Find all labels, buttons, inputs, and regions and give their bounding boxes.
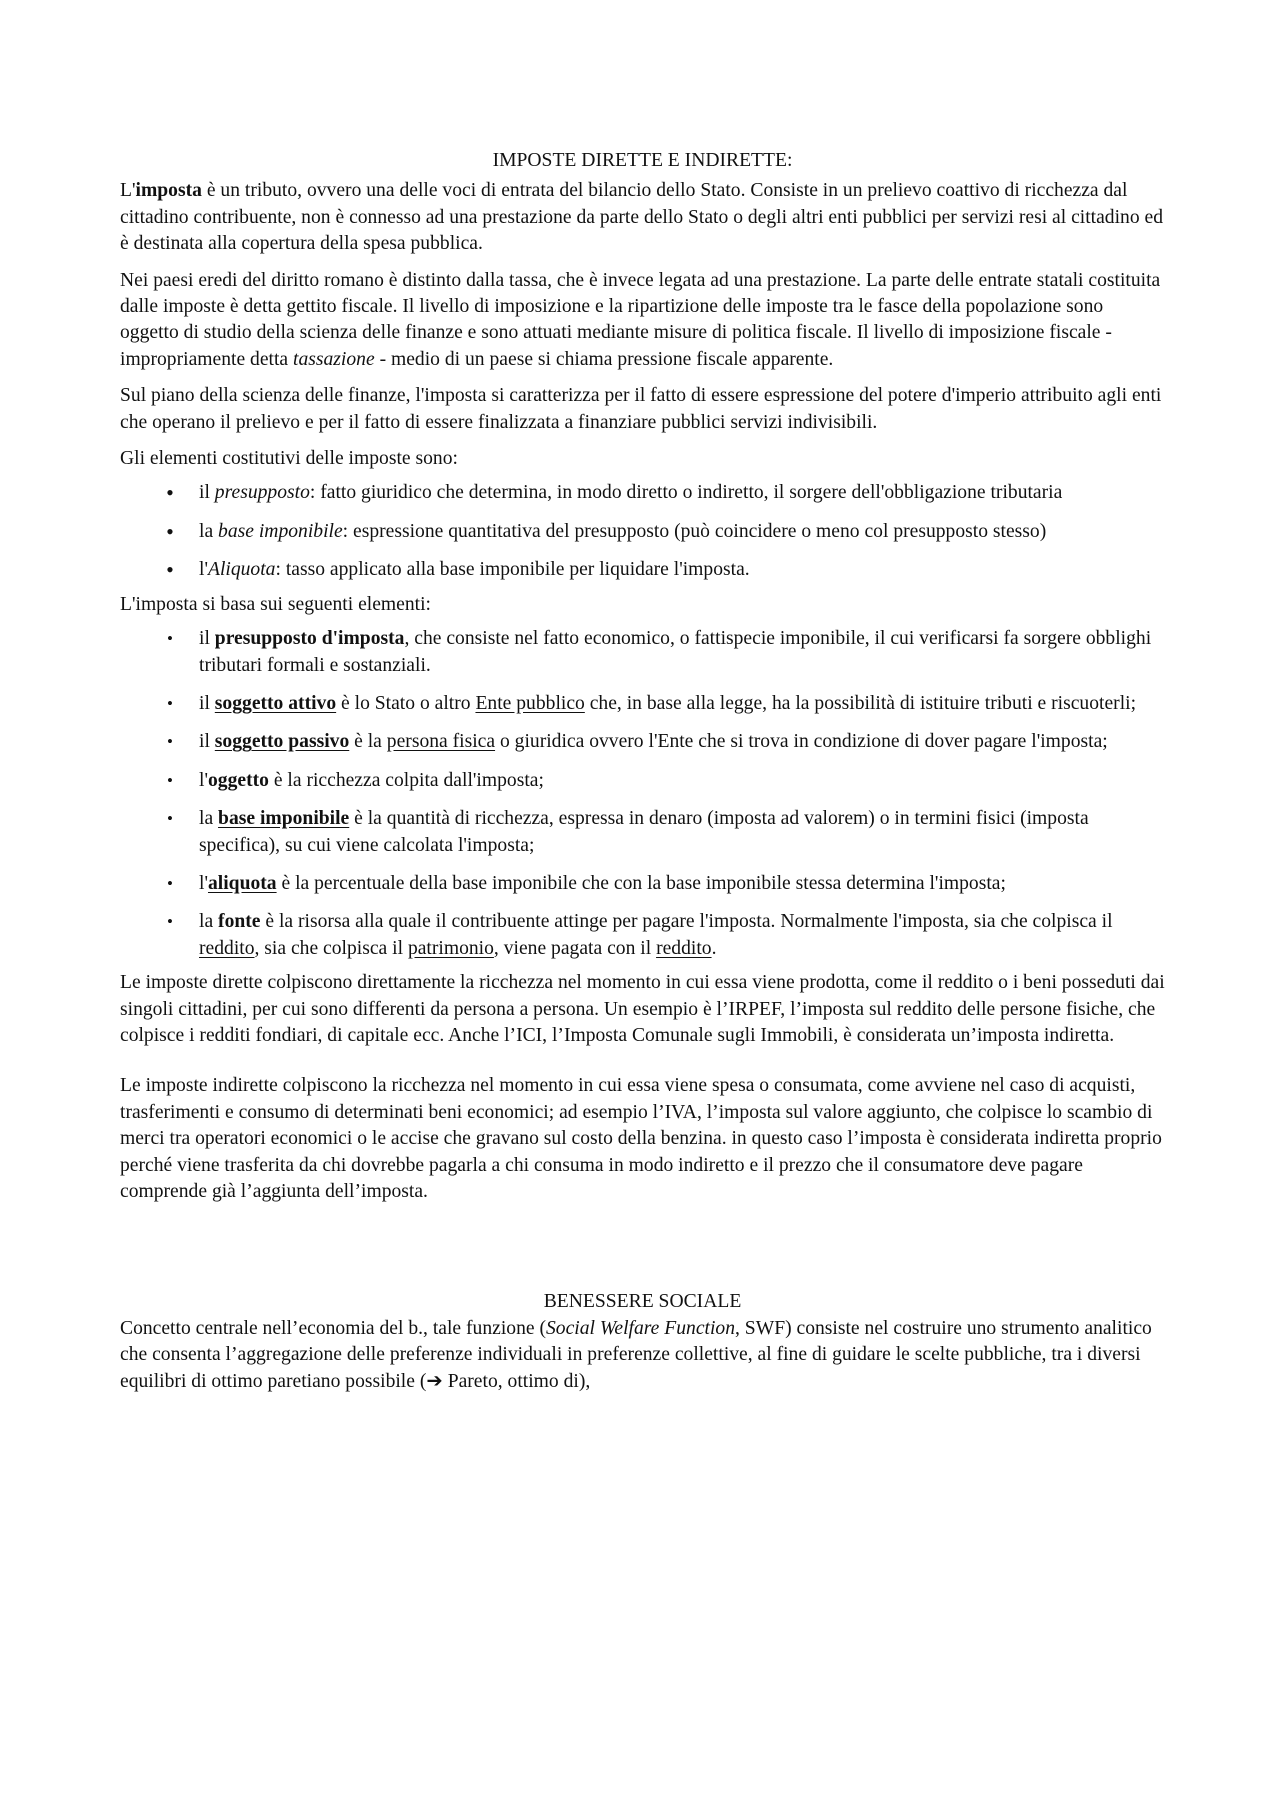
list-item: [120, 519, 1165, 545]
bullet-icon: •: [167, 732, 173, 752]
text-run: l': [199, 559, 208, 581]
text-run: è la quantità di ricchezza, espressa in denaro (imposta ad valorem) o in termini fisici (imposta specifica), su cui viene calcolata l'imposta;: [199, 808, 1089, 856]
list-item: [120, 480, 1165, 506]
text-run: il: [199, 482, 215, 504]
text-run: è la: [349, 731, 387, 753]
section-title-benessere: BENESSERE SOCIALE: [543, 1291, 742, 1313]
bullet-icon: •: [167, 629, 173, 649]
bold-term: fonte: [218, 911, 261, 933]
link-base-imponibile[interactable]: base imponibile: [218, 808, 350, 830]
text-run: che, in base alla legge, ha la possibilità di istituire tributi e riscuoterli;: [584, 692, 1137, 714]
paragraph-elementi-base: L'imposta si basa sui seguenti elementi:: [120, 593, 431, 615]
bold-term: presupposto d'imposta: [214, 628, 405, 650]
paragraph-tassa: [120, 268, 1165, 374]
spacer: [120, 1205, 1165, 1289]
bullet-icon: •: [167, 770, 173, 790]
link-reddito[interactable]: reddito: [656, 937, 712, 959]
text-run: : espressione quantitativa del presupposto (può coincidere o meno col presupposto stesso): [342, 520, 1047, 542]
list-elementi-imposta: [120, 626, 1165, 962]
italic-term-tassazione: tassazione: [293, 348, 375, 370]
bullet-icon: •: [167, 809, 173, 829]
text-run: o giuridica ovvero l'Ente che si trova in condizione di dover pagare l'imposta;: [495, 731, 1108, 753]
text-run: l': [199, 769, 208, 791]
link-aliquota[interactable]: aliquota: [207, 872, 277, 894]
bullet-icon: •: [167, 912, 173, 932]
paragraph-imposte-dirette: Le imposte dirette colpiscono direttamente la ricchezza nel momento in cui essa viene prodotta, come il reddito o i beni posseduti dai singoli cittadini, per cui sono differenti da persona a persona. Un esempio è l’IRPEF, l’imposta sul reddito delle persone fisiche, che colpisce i redditi fondiari, di capitale ecc. Anche l’ICI, l’Imposta Comunale sugli Immobili, è considerata un’imposta indiretta.: [120, 972, 1165, 1046]
text-run: - medio di un paese si chiama pressione fiscale apparente.: [374, 348, 834, 370]
paragraph-scienza-finanze: Sul piano della scienza delle finanze, l'imposta si caratterizza per il fatto di essere espressione del potere d'imperio attribuito agli enti che operano il prelievo e per il fatto di essere finalizzata a finanziare pubblici servizi indivisibili.: [120, 385, 1162, 433]
list-item: [120, 806, 1165, 859]
text-run: è la risorsa alla quale il contribuente attinge per pagare l'imposta. Normalmente l'imposta, sia che colpisca il: [260, 911, 1113, 933]
text-run: , SWF) consiste nel costruire uno strumento analitico che consenta l’aggregazione delle preferenze individuali in preferenze collettive, al fine di guidare le scelte pubbliche, tra i diversi equilibri di ottimo paretiano possibile (➔ Pareto, ottimo di),: [120, 1317, 1152, 1392]
paragraph-imposte-indirette: Le imposte indirette colpiscono la ricchezza nel momento in cui essa viene spesa o consumata, come avviene nel caso di acquisti, trasferimenti e consumo di determinati beni economici; ad esempio l’IVA, l’imposta sul valore aggiunto, che colpisce lo scambio di merci tra operatori economici o le accise che gravano sul costo della benzina. in questo caso l’imposta è considerata indiretta proprio perché viene trasferita da chi dovrebbe pagarla a chi consuma in modo indiretto e il prezzo che il consumatore deve pagare comprende già l’aggiunta dell’imposta.: [120, 1075, 1162, 1202]
bullet-icon: •: [166, 557, 174, 583]
document-page: [120, 148, 1165, 1405]
list-item: [120, 871, 1165, 897]
spacer: [120, 1049, 1165, 1073]
text-run: è la ricchezza colpita dall'imposta;: [268, 769, 544, 791]
list-item: [120, 626, 1165, 679]
list-item: [120, 691, 1165, 717]
list-item: [120, 768, 1165, 794]
text-run: , sia che colpisca il: [254, 937, 408, 959]
list-item: [120, 729, 1165, 755]
bullet-icon: •: [167, 693, 173, 713]
text-run: è un tributo, ovvero una delle voci di entrata del bilancio dello Stato. Consiste in un prelievo coattivo di ricchezza dal cittadino contribuente, non è connesso ad una prestazione da parte dello Stato o degli altri enti pubblici per servizi resi al cittadino ed è destinata alla copertura della spesa pubblica.: [120, 180, 1164, 255]
text-run: il: [199, 628, 215, 650]
section-title-imposte: IMPOSTE DIRETTE E INDIRETTE:: [492, 150, 793, 171]
paragraph-imposta-definition: [120, 178, 1165, 257]
bullet-icon: •: [167, 873, 173, 893]
text-run: , viene pagata con il: [493, 937, 657, 959]
link-persona-fisica[interactable]: persona fisica: [386, 731, 496, 753]
list-item: [120, 909, 1165, 962]
italic-term: Aliquota: [207, 559, 276, 581]
link-ente-pubblico[interactable]: Ente pubblico: [475, 692, 585, 714]
text-run: l': [199, 872, 208, 894]
italic-term: presupposto: [214, 482, 310, 504]
link-soggetto-passivo[interactable]: soggetto passivo: [214, 731, 350, 753]
text-run: : tasso applicato alla base imponibile per liquidare l'imposta.: [275, 559, 750, 581]
paragraph-benessere-sociale: [120, 1316, 1165, 1395]
bold-term-imposta: imposta: [135, 180, 202, 202]
bold-term: oggetto: [207, 769, 269, 791]
paragraph-elementi-intro: Gli elementi costitutivi delle imposte sono:: [120, 448, 458, 470]
text-run: è la percentuale della base imponibile che con la base imponibile stessa determina l'imposta;: [276, 872, 1006, 894]
text-run: la: [199, 911, 219, 933]
text-run: : fatto giuridico che determina, in modo diretto o indiretto, il sorgere dell'obbligazione tributaria: [309, 482, 1063, 504]
bullet-icon: •: [166, 518, 174, 544]
text-run: è lo Stato o altro: [336, 692, 476, 714]
link-reddito[interactable]: reddito: [199, 937, 255, 959]
list-elementi-costitutivi: [120, 480, 1165, 583]
list-item: [120, 557, 1165, 583]
text-run: Concetto centrale nell’economia del b., tale funzione (: [120, 1317, 546, 1339]
link-soggetto-attivo[interactable]: soggetto attivo: [214, 692, 337, 714]
text-run: L': [120, 180, 136, 202]
link-patrimonio[interactable]: patrimonio: [407, 937, 494, 959]
text-run: il: [199, 692, 215, 714]
text-run: .: [711, 937, 717, 959]
italic-term-swf: Social Welfare Function: [545, 1317, 735, 1339]
italic-term: base imponibile: [218, 520, 343, 542]
text-run: la: [199, 808, 219, 830]
bullet-icon: •: [166, 480, 174, 506]
text-run: , che consiste nel fatto economico, o fattispecie imponibile, il cui verificarsi fa sorgere obblighi tributari formali e sostanziali.: [199, 628, 1152, 676]
text-run: il: [199, 731, 215, 753]
text-run: la: [199, 520, 219, 542]
text-run: Nei paesi eredi del diritto romano è distinto dalla tassa, che è invece legata ad una prestazione. La parte delle entrate statali costituita dalle imposte è detta gettito fiscale. Il livello di imposizione e la ripartizione delle imposte tra le fasce della popolazione sono oggetto di studio della scienza delle finanze e sono attuati mediante misure di politica fiscale. Il livello di imposizione fiscale - impropriamente detta: [120, 269, 1161, 370]
